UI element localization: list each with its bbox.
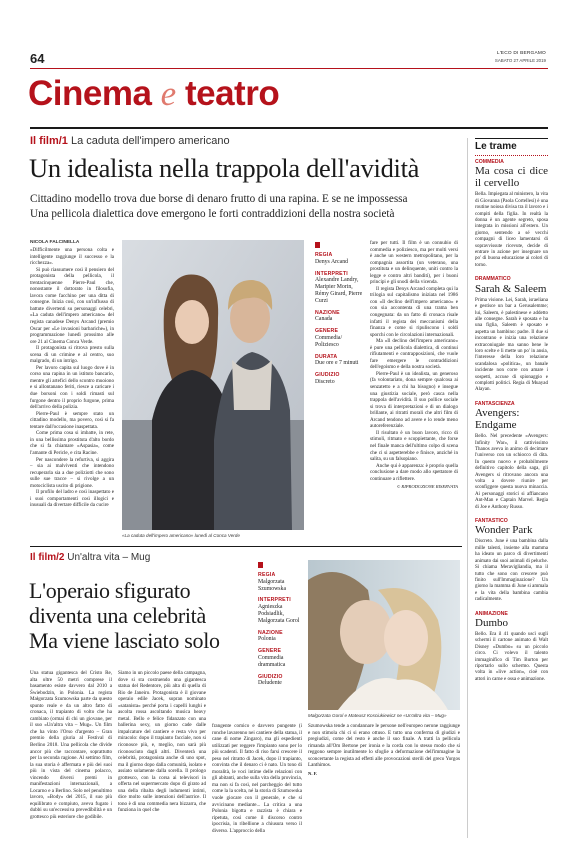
info-label: GIUDIZIO (315, 372, 340, 379)
article1-paragraph: Pierre-Paul è un idealista, un generoso (fa volontariato, dona sempre qualcosa ai senzatetto e a chi ha bisogno) e insegue una giustizia sociale, però casca nella trappola dell'avidità. Il suo pollice sociale si trova di interpretazioni e di un dialogo brillante, ai ritratti morali che altri film di Arcand tendono ad avere e lo rende meno autoreferenziale. (370, 370, 458, 430)
info-value: Malgorzata Szumowska (258, 578, 287, 592)
article2-title (29, 578, 220, 653)
info-value: Polonia (258, 636, 276, 643)
sidebar-item-text: Bello. Nel precedente «Avengers: Infinity War», il cattivissimo Thanos aveva in animo di decimare l'universo con un schiocco di dita. In questo nuovo e probabilmente definitivo capitolo della saga, gli Avengers si ritrovano ancora una volta a dovere riunire per sconfiggere questa nuova minaccia. Ai personaggi storici si affiancano Ant-Man e Captain Marvel. Regia di Joe e Anthony Russo. (475, 434, 548, 510)
article1-paragraph: Anche qui è apparenza: è proprio quella conclusione a dare modo allo spettatore di continuare a riflettere. (370, 462, 458, 482)
article2-author: N. F. (308, 770, 318, 776)
article2-column-3 (212, 723, 302, 834)
article1-paragraph: Il risultato è un buon lavoro, ricco di stimoli, ritmato e scoppiettante, che forse nel finale manca dell'ultimo colpo di scena che ci si aspetterebbe e finisce, anziché in salita, su un falsopiano. (370, 429, 458, 463)
info-label: GENERE (258, 648, 282, 655)
info-value: Deludente (258, 680, 282, 687)
header-rule (30, 68, 548, 69)
info-value: Alexandre Landry, Maripier Morin, Rémy Girard, Pierre Curzi (315, 277, 363, 304)
sidebar-item-text: Bello. Era il 41 quando uscì sugli schermi il cartone animato di Walt Disney «Dumbo» su un piccolo circo. Ci volevo il talento immaginifico di Tim Burton per riportarlo sullo schermo. Questa volta in «live action», cioè con attori in carne e ossa e animazione. (475, 631, 548, 682)
article1-paragraph: Ma «Il declino dell'impero americano» è pure una pellicola dialettica, di continui rifiutamenti e contrapposizioni, che vuole fare emergere le contraddizioni dell'egoismo e della nostra società. (370, 338, 458, 371)
sidebar-item-category: FANTASTICO (475, 518, 508, 525)
section-conjunction: e (160, 74, 176, 113)
sidebar-item-category: COMMEDIA (475, 159, 504, 165)
sidebar-item-category: ANIMAZIONE (475, 610, 508, 617)
article1-column-3 (370, 240, 458, 536)
article2-title-line-3: Ma viene lasciato solo (29, 628, 220, 653)
article1-signature: © RIPRODUZIONE RISERVATA (396, 484, 458, 490)
sidebar-item-title: Ma cosa ci dice il cervello (475, 165, 548, 190)
page-number: 64 (30, 51, 45, 66)
article1-paragraph: fare per tutti. Il film è un connubio di commedia e poliziesco, ma per molti versi è anche un western metropolitano, per la compagnia assortita (un veterano, una prostituta e un delinquente, uniti contro la legge e contro altri banditi), per i buoni principi e gli snodi della vicenda. (370, 240, 458, 286)
section-word-cinema: Cinema (28, 74, 152, 113)
article2-title-line-1: L'operaio sfigurato (29, 578, 191, 603)
article2-paragraph: Una statua gigantesca del Cristo Re, alta oltre 50 metri comprese il basamento esiste davvero dal 2010 a Świebodzin, in Polonia. La regista Małgorzata Szumowska parte da questo spunto reale e da un altro fatto di cronaca, il trapianto di volto che ha cambiato (ormai di chi un giovane, per il suo «Un'altra vita – Mug». Un film che ha vinto l'Orso d'argento – Gran premio della giuria al Festival di Berlino 2018. Una pellicola che divide ancor più che raccontare, soprattutto per la seconda ragione. Al settimo film, la sua storia è affermata e più dei suoi più in vista del cinema polacco, vincendo diversi premi in manifestazioni internazionali, a Locarno e a Berlino. Solo nel penultimo lavoro, «Body» del 2015, il suo più equilibrato e compiuto, aveva fugato i dubbi su un'eccessiva prevedibilità e un grottesco più esteriore che godibile. (30, 670, 112, 821)
article1-subtitle-2: Una pellicola dialettica dove emergono le forti contraddizioni della nostra società (30, 208, 395, 220)
article2-photo (308, 560, 460, 710)
sidebar-item-text: Bella. Impiegata al ministero, la vita di Giovanna (Paola Cortellesi) è una routine noiosa divisa tra il lavoro e i compiti della figlia. In realtà la donna è un agente segreto, sposa integrata in missioni all'estero. Un giorno, sentendo a sé vecchi compagni di liceo lamentarsi di sopravvissute ricevute, decide di entrare in azione per insegnare un po' di buona educazione ai colori di torno. (475, 192, 548, 268)
article2-kicker (30, 552, 150, 563)
info-label: INTERPRETI (315, 270, 348, 277)
info-label: REGIA (258, 572, 276, 578)
info-label: DURATA (315, 353, 338, 360)
sidebar-item-title: Dumbo (475, 616, 508, 629)
article2-column-4 (308, 723, 460, 828)
publication-name: L'ECO DI BERGAMO (496, 51, 546, 56)
article2-title-line-2: diventa una celebrità (29, 603, 206, 628)
article2-photo-image (308, 560, 460, 710)
info-value: Commedia/ Poliziesco (315, 334, 343, 348)
article1-paragraph: Si può riassumere così il pensiero del protagonista della pellicola, il trentacinquenne Pierre-Paul che, nonostante il dottorato in filosofia, lavora come facchino per una ditta di consegne. Inizia così, con un'influsso di battute divertenti su personaggi celebri, «La caduta dell'impero americano» del regista canadese Denys Arcand (premio Oscar per «Le invasioni barbariche»), in programmazione lunedì prossimo alle ore 21 al Cinema Conca Verde. (30, 266, 114, 345)
article1-paragraph: Il protagonista si ritrova presto sulla scena di un crimine e al centro, suo malgrado, di un intrigo. (30, 345, 114, 365)
section-title (28, 72, 279, 116)
sidebar-title: Le trame (475, 141, 517, 152)
article2-info-marker (258, 562, 263, 568)
info-label: NAZIONE (258, 629, 283, 636)
article1-subtitle-1: Cittadino modello trova due borse di denaro frutto di una rapina. E se ne impossessa (30, 193, 408, 205)
article1-kicker-text: La caduta dell'impero americano (70, 135, 230, 147)
article2-kicker-label: Il film/2 (30, 552, 65, 563)
info-label: NAZIONE (315, 309, 340, 316)
article1-paragraph: Il regista Denys Arcand completa qui la trilogia sul capitalismo iniziata nel 1986 con «Il declino dell'impero americano» e con sia accontenta di una trama ben congegnata: da un fatto di cronaca risale infatti il regista dei meccanismi della finanza e come si ripuliscono i soldi sporchi con le circolazioni internazionali. (370, 285, 458, 338)
article2-column-2 (118, 670, 206, 828)
article2-photo-caption: Malgorzata Gorol e Mateusz Kosciukiewicz ne «Un'altra vita – Mug» (308, 713, 447, 718)
section-word-teatro: teatro (184, 74, 280, 113)
article2-info-box (258, 572, 306, 712)
article1-paragraph: Per nascondere la refurtiva, si aggira – sia ai malviventi che intendono recuperarla sia a due poliziotti che sono sulle sue tracce – si rivolge a un motociclista uscito di prigione. (30, 456, 114, 489)
article2-paragraph: frangente comico e davvero pungente (i ronche lavarenno nei cantiere della statua, il cane di nome Zingaro), ma gli espedienti utilizzati per reggere l'impianto sono per lo più scadenti. Il fatto di riso farsi crescere il peso nel ritratto di Jacek, dopo il trapianto, convinta che il denaro ci è nato. Un tono di moralità, le voci intime delle relazioni con gli abitanti, anche sulla vita della provincia, ma non si fa così, nel parcheggio del tutto come la la scelta, né la storia di Szumowska vuole giocare con il generale, e che si avvicinano mediante... La critica a una Polonia bigotta e razzista è chiara e ripetuta, così come il discorso contro ipocrisia, in ribellione a chiusura verso il diverso. L'approccio della (212, 723, 302, 834)
article1-paragraph: Pierre-Paul è sempre stato un cittadino modello, ma povero, così si fa tentare dall'occasione inaspettata. (30, 410, 114, 430)
article2-paragraph: Szumowska tende a condannare le persone nell'europeo nerone raggiunge e non stimola chi ci si erano ottuso. E tutto una conferma di giudizi e pregiudizi, come del resto è anche il suo finale. A tratti la pellicola rimanda all'Om Bertone per ironia e la corda con lo stesso modo che si reggono sempre inutilmente lo sfoglie a deformazione dell'immagine la sconcertante la regista ad effetti alle provocazioni sterili del greco Yorgos Lanthimos. (308, 723, 460, 769)
sidebar-item-title: Avengers: Endgame (475, 407, 520, 432)
info-value: Agnieszka Podsiadlik, Malgorzata Gorol (258, 604, 300, 624)
info-value: Due ore e 7 minuti (315, 360, 359, 367)
sidebar-top-rule (475, 138, 548, 139)
article2-column-1 (30, 670, 112, 828)
sidebar-list (475, 152, 548, 842)
article1-kicker (30, 135, 230, 147)
article1-kicker-label: Il film/1 (30, 135, 68, 147)
info-value: Canada (315, 316, 333, 323)
article1-photo-caption: «La caduta dell'impero americano» lunedì al Conca Verde (122, 533, 240, 538)
info-label: REGIA (315, 252, 333, 258)
sidebar-item-title: Wonder Park (475, 524, 533, 537)
info-label: GENERE (315, 328, 339, 335)
info-label: INTERPRETI (258, 597, 291, 604)
article1-paragraph: Per lavoro capita sul luogo dove è in corso una rapina in un istituto bancario, mentre gli artefici dello scontro muoiono e si allontanano feriti, riesce a caricare i due borsoni con i soldi rimasti sul furgone dentro il proprio furgone, prima dell'arrivo della polizia. (30, 364, 114, 411)
section-rule (30, 127, 548, 129)
article1-photo (122, 240, 304, 530)
article1-title: Un idealista nella trappola dell'avidità (29, 153, 420, 183)
article1-paragraph: Il profilo del ladro e così inaspettato e i suoi comportamenti così illogici e inusuali da divertare difficile da cucire (30, 489, 114, 509)
sidebar-item-category: DRAMMATICO (475, 276, 511, 283)
article1-paragraph: Come prima cosa si imbatte, in rete, in una bellissima prostituta d'alto bordo che si fa chiamare «Aspasia», come l'amante di Pericle, e cita Racine. (30, 430, 114, 456)
sidebar-item-category: FANTASCIENZA (475, 400, 515, 407)
article1-column-1 (30, 247, 114, 547)
info-value: Discreto (315, 378, 335, 385)
info-value: Commedia drammatica (258, 654, 286, 668)
article2-paragraph: Siamo in un piccolo paese della campagna, dove si sta costruendo una gigantesca statua del Redentore, più alta di quella di Rio de Janeiro. Protagonista è il giovane operaio edile Jacek, sopran nominato «satanista» perché porta i capelli lunghi e ascolta rossa ascoltando musica heavy metal. Bello e felice fidanzato con una ballerina sexy, un giorno cade dalle impalcature del cantiere e resta vivo per miracolo: dopo il trapianto facciale, non si riconosce più, e, meglio, non sarà più riconosciuto dagli altri. Diventerà una celebrità, protagonista anche di uno spot, ma il giorno dopo dalla comunità, isolato e assiato solamente dalla sorella. Il prologo grottesco, con la corsa ai televisori in offerta nel supermercato dopo di girato ad una della ribalta degli indumenti intimi, dice molto sulle intenzioni dell'autrice. Il tono è di una commedia nera bizzarra, che funziona in quel che (118, 670, 206, 814)
info-value: Denys Arcand (315, 258, 349, 265)
article1-author: NICOLA FALCINELLA (30, 240, 80, 245)
publication-date: SABATO 27 APRILE 2019 (494, 58, 546, 63)
info-label: GIUDIZIO (258, 673, 283, 680)
article1-info-box (315, 252, 365, 442)
article1-photo-image (122, 240, 304, 530)
article1-paragraph: «Difficilmente una persona colta e intelligente raggiunge il successo e la ricchezza». (30, 247, 114, 267)
article2-kicker-text: Un'altra vita – Mug (67, 552, 151, 563)
sidebar-item-text: Discreto. June è una bambina dalla mille talenti, insieme alla mamma ha ideato un parco di divertimenti animato dai suoi animali di peluche. Si chiama Meravigliandia, ma il tutto che sono con crescere può finito sull'Immaginazione? Un giorno la mamma di June si ammala e la vita della bambina cambia radicalmente. (475, 539, 548, 603)
sidebar-item-text: Prima visione. Lei, Sarah, israeliana e gestisce un bar a Gerusalemme; lui, Saleem, è palestinese e addetto alle consegne. Sarah è sposata e ha una figlia, Saleem è sposato e aspetta un bambino: padre. Il due si incontrano e inizia una relazione extraconiugale ma sanno bene le loro scelte e li mette un po' in ansia, l'interesse della loro relazione scandalosa «politica», un banale incidente non corre con amare i sospetti, accuse di spionaggio e complotti politici. Regia di Muayad Alayan. (475, 297, 548, 393)
sidebar-separator (467, 138, 468, 838)
article1-info-marker (315, 242, 320, 248)
article-divider (30, 546, 462, 547)
sidebar-item-title: Sarah & Saleem (475, 282, 547, 295)
